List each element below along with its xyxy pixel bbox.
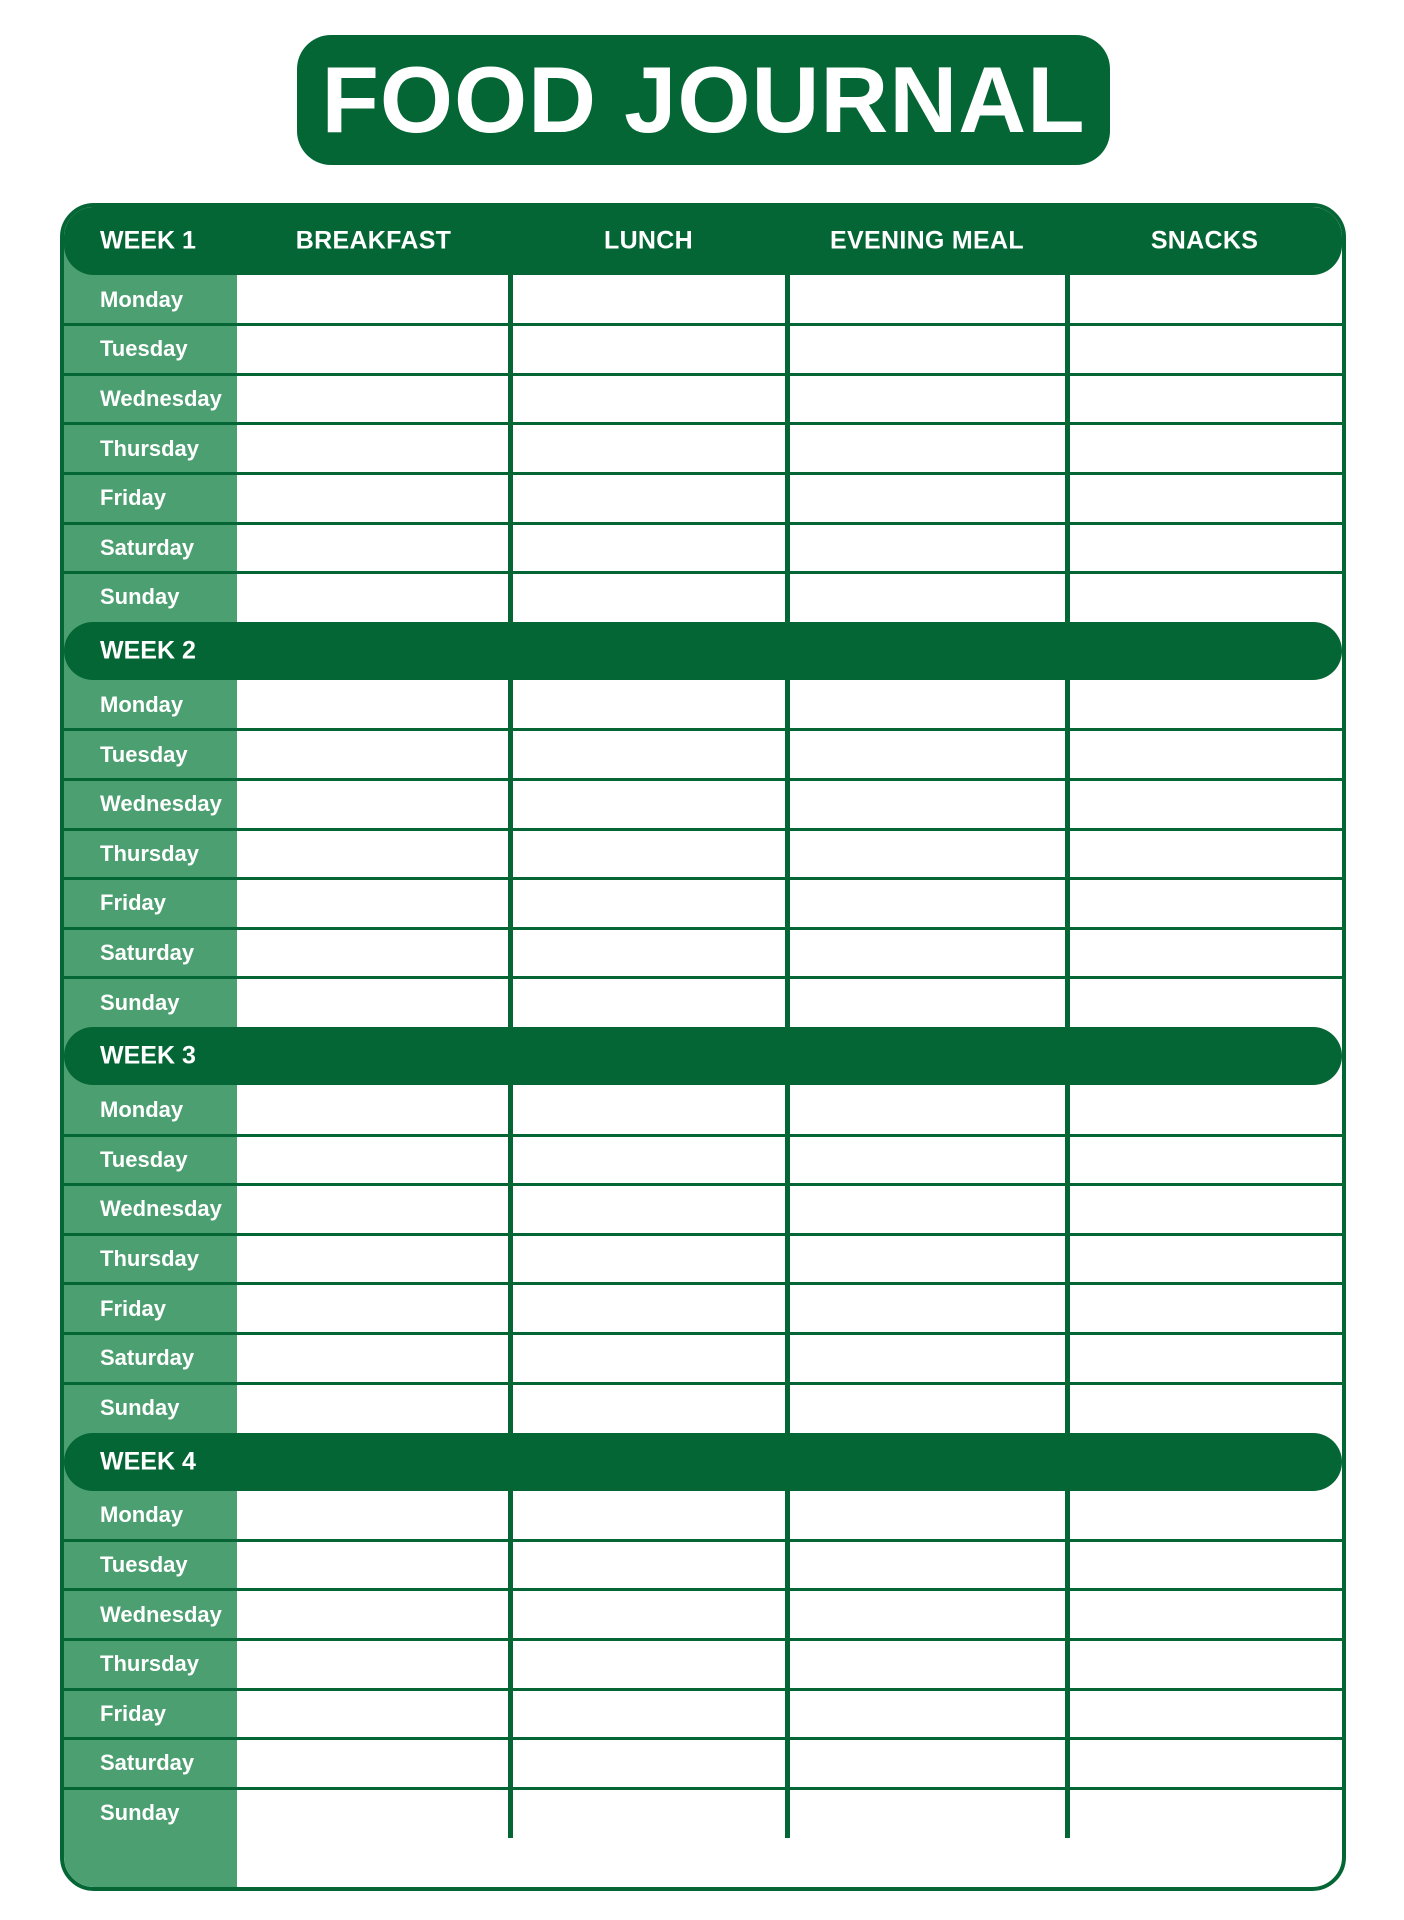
entry-cell-snacks[interactable] [1070, 879, 1339, 929]
day-row [64, 1491, 1342, 1541]
entry-cell-breakfast[interactable] [240, 978, 507, 1028]
entry-cell-snacks[interactable] [1070, 928, 1339, 978]
column-header-lunch: LUNCH [604, 226, 693, 255]
entry-cell-evening-meal[interactable] [790, 1491, 1064, 1541]
day-row [64, 573, 1342, 623]
entry-cell-evening-meal[interactable] [790, 879, 1064, 929]
day-label-saturday: Saturday [100, 1345, 195, 1371]
entry-cell-breakfast[interactable] [240, 1739, 507, 1789]
title-banner [297, 35, 1110, 165]
week-header-1 [64, 207, 1342, 275]
entry-cell-breakfast[interactable] [240, 1234, 507, 1284]
entry-cell-breakfast[interactable] [240, 1135, 507, 1185]
entry-cell-evening-meal[interactable] [790, 1234, 1064, 1284]
entry-cell-snacks[interactable] [1070, 424, 1339, 474]
entry-cell-evening-meal[interactable] [790, 1788, 1064, 1838]
entry-cell-lunch[interactable] [513, 473, 784, 523]
entry-cell-breakfast[interactable] [240, 1085, 507, 1135]
day-label-monday: Monday [100, 1097, 184, 1123]
entry-cell-evening-meal[interactable] [790, 275, 1064, 325]
entry-cell-snacks[interactable] [1070, 374, 1339, 424]
day-row [64, 1590, 1342, 1640]
entry-cell-breakfast[interactable] [240, 1689, 507, 1739]
entry-cell-snacks[interactable] [1070, 1135, 1339, 1185]
food-journal-table [60, 203, 1346, 1891]
entry-cell-lunch[interactable] [513, 1788, 784, 1838]
day-label-saturday: Saturday [100, 534, 195, 560]
day-label-monday: Monday [100, 691, 184, 717]
entry-cell-evening-meal[interactable] [790, 1284, 1064, 1334]
entry-cell-snacks[interactable] [1070, 1234, 1339, 1284]
entry-cell-lunch[interactable] [513, 1639, 784, 1689]
day-row [64, 1085, 1342, 1135]
entry-cell-breakfast[interactable] [240, 779, 507, 829]
week-label: WEEK 2 [100, 636, 196, 665]
column-divider [508, 1491, 513, 1838]
column-divider [508, 680, 513, 1027]
week-label: WEEK 1 [100, 226, 196, 255]
entry-cell-evening-meal[interactable] [790, 1135, 1064, 1185]
entry-cell-breakfast[interactable] [240, 829, 507, 879]
day-label-friday: Friday [100, 1700, 167, 1726]
entry-cell-lunch[interactable] [513, 1333, 784, 1383]
day-row [64, 1639, 1342, 1689]
entry-cell-evening-meal[interactable] [790, 779, 1064, 829]
day-row [64, 523, 1342, 573]
page-title: FOOD JOURNAL [321, 47, 1086, 152]
entry-cell-lunch[interactable] [513, 1590, 784, 1640]
entry-cell-lunch[interactable] [513, 829, 784, 879]
day-label-sunday: Sunday [100, 989, 180, 1015]
week-label: WEEK 3 [100, 1041, 196, 1070]
entry-cell-lunch[interactable] [513, 1185, 784, 1235]
entry-cell-snacks[interactable] [1070, 1540, 1339, 1590]
entry-cell-snacks[interactable] [1070, 1639, 1339, 1689]
entry-cell-snacks[interactable] [1070, 1383, 1339, 1433]
column-header-evening-meal: EVENING MEAL [830, 226, 1024, 255]
entry-cell-evening-meal[interactable] [790, 473, 1064, 523]
day-row [64, 1788, 1342, 1838]
entry-cell-lunch[interactable] [513, 680, 784, 730]
column-divider [508, 275, 513, 622]
entry-cell-breakfast[interactable] [240, 1540, 507, 1590]
entry-cell-lunch[interactable] [513, 573, 784, 623]
entry-cell-lunch[interactable] [513, 523, 784, 573]
entry-cell-evening-meal[interactable] [790, 1383, 1064, 1433]
entry-cell-evening-meal[interactable] [790, 1739, 1064, 1789]
entry-cell-evening-meal[interactable] [790, 680, 1064, 730]
entry-cell-breakfast[interactable] [240, 730, 507, 780]
column-divider [785, 1085, 790, 1432]
entry-cell-snacks[interactable] [1070, 1590, 1339, 1640]
day-label-wednesday: Wednesday [100, 385, 222, 411]
entry-cell-breakfast[interactable] [240, 1788, 507, 1838]
entry-cell-snacks[interactable] [1070, 1788, 1339, 1838]
column-divider [1065, 275, 1070, 622]
entry-cell-breakfast[interactable] [240, 473, 507, 523]
day-row [64, 325, 1342, 375]
entry-cell-evening-meal[interactable] [790, 573, 1064, 623]
day-label-thursday: Thursday [100, 1651, 200, 1677]
day-label-thursday: Thursday [100, 435, 200, 461]
column-divider [785, 680, 790, 1027]
entry-cell-lunch[interactable] [513, 1085, 784, 1135]
day-row [64, 424, 1342, 474]
entry-cell-lunch[interactable] [513, 779, 784, 829]
entry-cell-breakfast[interactable] [240, 1491, 507, 1541]
entry-cell-breakfast[interactable] [240, 928, 507, 978]
week-label: WEEK 4 [100, 1447, 196, 1476]
entry-cell-breakfast[interactable] [240, 1639, 507, 1689]
entry-cell-evening-meal[interactable] [790, 523, 1064, 573]
entry-cell-evening-meal[interactable] [790, 1333, 1064, 1383]
day-label-wednesday: Wednesday [100, 791, 222, 817]
day-row [64, 928, 1342, 978]
entry-cell-snacks[interactable] [1070, 523, 1339, 573]
entry-cell-evening-meal[interactable] [790, 829, 1064, 879]
entry-cell-snacks[interactable] [1070, 730, 1339, 780]
entry-cell-snacks[interactable] [1070, 325, 1339, 375]
week-header-4 [64, 1433, 1342, 1491]
entry-cell-lunch[interactable] [513, 1739, 784, 1789]
entry-cell-evening-meal[interactable] [790, 1540, 1064, 1590]
day-row [64, 1689, 1342, 1739]
week-header-3 [64, 1027, 1342, 1085]
entry-cell-breakfast[interactable] [240, 523, 507, 573]
day-row [64, 779, 1342, 829]
entry-cell-breakfast[interactable] [240, 1383, 507, 1433]
entry-cell-breakfast[interactable] [240, 424, 507, 474]
entry-cell-snacks[interactable] [1070, 573, 1339, 623]
day-label-thursday: Thursday [100, 840, 200, 866]
entry-cell-snacks[interactable] [1070, 1284, 1339, 1334]
day-row [64, 1284, 1342, 1334]
entry-cell-snacks[interactable] [1070, 275, 1339, 325]
day-row [64, 1333, 1342, 1383]
day-label-tuesday: Tuesday [100, 1551, 188, 1577]
entry-cell-lunch[interactable] [513, 424, 784, 474]
day-label-friday: Friday [100, 890, 167, 916]
entry-cell-snacks[interactable] [1070, 1085, 1339, 1135]
day-label-thursday: Thursday [100, 1245, 200, 1271]
entry-cell-lunch[interactable] [513, 978, 784, 1028]
day-row [64, 680, 1342, 730]
day-row [64, 829, 1342, 879]
entry-cell-evening-meal[interactable] [790, 1185, 1064, 1235]
entry-cell-evening-meal[interactable] [790, 928, 1064, 978]
entry-cell-breakfast[interactable] [240, 1333, 507, 1383]
day-label-monday: Monday [100, 286, 184, 312]
day-label-friday: Friday [100, 485, 167, 511]
day-row [64, 1234, 1342, 1284]
entry-cell-lunch[interactable] [513, 325, 784, 375]
entry-cell-lunch[interactable] [513, 1540, 784, 1590]
day-row [64, 1739, 1342, 1789]
column-divider [1065, 680, 1070, 1027]
entry-cell-breakfast[interactable] [240, 1185, 507, 1235]
day-row [64, 1540, 1342, 1590]
day-label-wednesday: Wednesday [100, 1601, 222, 1627]
entry-cell-lunch[interactable] [513, 374, 784, 424]
entry-cell-breakfast[interactable] [240, 680, 507, 730]
entry-cell-evening-meal[interactable] [790, 325, 1064, 375]
entry-cell-snacks[interactable] [1070, 680, 1339, 730]
entry-cell-evening-meal[interactable] [790, 730, 1064, 780]
column-header-breakfast: BREAKFAST [295, 226, 452, 255]
entry-cell-snacks[interactable] [1070, 1491, 1339, 1541]
column-divider [785, 1491, 790, 1838]
day-row [64, 374, 1342, 424]
entry-cell-lunch[interactable] [513, 1135, 784, 1185]
entry-cell-breakfast[interactable] [240, 374, 507, 424]
day-row [64, 1383, 1342, 1433]
entry-cell-snacks[interactable] [1070, 1185, 1339, 1235]
entry-cell-lunch[interactable] [513, 879, 784, 929]
column-divider [508, 1085, 513, 1432]
day-label-sunday: Sunday [100, 1799, 180, 1825]
day-label-sunday: Sunday [100, 1394, 180, 1420]
entry-cell-lunch[interactable] [513, 1689, 784, 1739]
day-label-wednesday: Wednesday [100, 1196, 222, 1222]
entry-cell-evening-meal[interactable] [790, 374, 1064, 424]
entry-cell-breakfast[interactable] [240, 325, 507, 375]
entry-cell-lunch[interactable] [513, 1284, 784, 1334]
column-divider [1065, 1085, 1070, 1432]
day-row [64, 978, 1342, 1028]
entry-cell-evening-meal[interactable] [790, 1639, 1064, 1689]
table-corner [237, 1857, 267, 1887]
entry-cell-lunch[interactable] [513, 1234, 784, 1284]
entry-cell-breakfast[interactable] [240, 275, 507, 325]
entry-cell-evening-meal[interactable] [790, 424, 1064, 474]
entry-cell-snacks[interactable] [1070, 779, 1339, 829]
week-header-2 [64, 622, 1342, 680]
entry-cell-lunch[interactable] [513, 730, 784, 780]
day-label-monday: Monday [100, 1502, 184, 1528]
entry-cell-snacks[interactable] [1070, 829, 1339, 879]
day-label-friday: Friday [100, 1295, 167, 1321]
entry-cell-breakfast[interactable] [240, 1284, 507, 1334]
day-label-tuesday: Tuesday [100, 1146, 188, 1172]
entry-cell-lunch[interactable] [513, 1383, 784, 1433]
entry-cell-evening-meal[interactable] [790, 1085, 1064, 1135]
entry-cell-lunch[interactable] [513, 1491, 784, 1541]
entry-cell-snacks[interactable] [1070, 473, 1339, 523]
entry-cell-breakfast[interactable] [240, 879, 507, 929]
entry-cell-lunch[interactable] [513, 275, 784, 325]
day-row [64, 1185, 1342, 1235]
entry-cell-evening-meal[interactable] [790, 978, 1064, 1028]
day-label-tuesday: Tuesday [100, 741, 188, 767]
entry-cell-lunch[interactable] [513, 928, 784, 978]
column-divider [785, 275, 790, 622]
day-label-tuesday: Tuesday [100, 336, 188, 362]
day-row [64, 275, 1342, 325]
entry-cell-evening-meal[interactable] [790, 1590, 1064, 1640]
day-row [64, 1135, 1342, 1185]
entry-cell-evening-meal[interactable] [790, 1689, 1064, 1739]
day-row [64, 473, 1342, 523]
entry-cell-snacks[interactable] [1070, 1739, 1339, 1789]
entry-cell-snacks[interactable] [1070, 978, 1339, 1028]
day-label-saturday: Saturday [100, 939, 195, 965]
entry-cell-breakfast[interactable] [240, 573, 507, 623]
day-row [64, 730, 1342, 780]
column-header-snacks: SNACKS [1150, 226, 1259, 255]
day-label-saturday: Saturday [100, 1750, 195, 1776]
entry-cell-breakfast[interactable] [240, 1590, 507, 1640]
entry-cell-snacks[interactable] [1070, 1333, 1339, 1383]
column-divider [1065, 1491, 1070, 1838]
day-row [64, 879, 1342, 929]
entry-cell-snacks[interactable] [1070, 1689, 1339, 1739]
day-label-sunday: Sunday [100, 584, 180, 610]
